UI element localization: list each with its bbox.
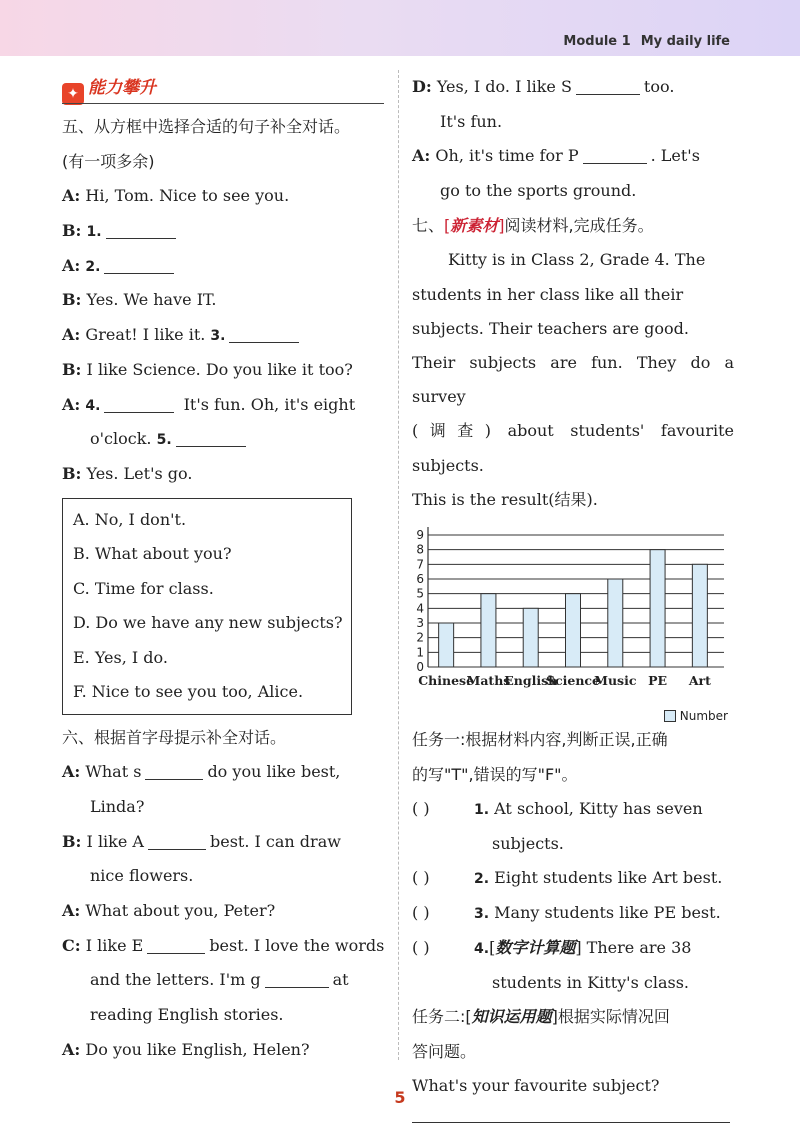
answer-blank-4[interactable]: [104, 395, 174, 413]
section-tag: [62, 70, 390, 110]
y-tick-label: 1: [416, 645, 424, 660]
q6-line-11: It's fun.: [440, 111, 503, 131]
passage-line-2: students in her class like all their: [412, 284, 684, 304]
q6-line-4: nice flowers.: [90, 866, 194, 886]
option-b: B. What about you?: [73, 544, 232, 564]
passage: [412, 243, 734, 517]
y-tick-label: 4: [416, 601, 424, 616]
new-material-tag: 新素材: [450, 215, 499, 235]
task2-question: What's your favourite subject?: [412, 1076, 660, 1096]
answer-line[interactable]: [412, 1122, 730, 1123]
option-c: C. Time for class.: [73, 578, 214, 598]
x-tick-label: Science: [546, 673, 600, 689]
options-box: [62, 498, 352, 715]
option-d: D. Do we have any new subjects?: [73, 613, 343, 633]
q5-line-9: B: Yes. Let's go.: [62, 463, 193, 483]
bar-maths: [481, 594, 496, 667]
blank-e[interactable]: [147, 936, 205, 954]
left-column: [62, 70, 390, 1067]
knowledge-tag: 知识运用题: [471, 1007, 552, 1027]
tf-item-3: ( ) 3. Many students like PE best.: [412, 896, 734, 931]
q6-line-1: A: What s do you like best,: [62, 762, 341, 782]
tf-item-4-cont: students in Kitty's class.: [492, 972, 689, 992]
q7-title: 七、[新素材]阅读材料,完成任务。: [412, 215, 654, 235]
bar-pe: [650, 550, 665, 667]
section-tag-label: 能力攀升: [88, 78, 156, 98]
x-tick-label: Music: [594, 673, 637, 689]
q5-line-2: B: 1.: [62, 214, 390, 249]
y-tick-label: 2: [416, 630, 424, 645]
q6-line-12: A: Oh, it's time for P . Let's: [412, 146, 700, 166]
survey-bar-chart: [412, 523, 734, 723]
q6-line-2: Linda?: [90, 796, 145, 816]
chart-legend: [664, 709, 728, 723]
module-name: My daily life: [640, 34, 730, 49]
q5-title: 五、从方框中选择合适的句子补全对话。: [62, 117, 351, 136]
answer-blank-5[interactable]: [176, 429, 246, 447]
q5-line-8: o'clock. 5.: [62, 422, 390, 457]
bar-science: [566, 594, 581, 667]
right-column: [412, 70, 734, 1123]
blank-g[interactable]: [265, 970, 329, 988]
q6-title: 六、根据首字母提示补全对话。: [62, 727, 287, 747]
q6-line-10: D: Yes, I do. I like S too.: [412, 77, 675, 96]
q5-line-4: B: Yes. We have IT.: [62, 290, 217, 310]
page-number: 5: [394, 1088, 406, 1107]
q6-line-13: go to the sports ground.: [440, 181, 637, 201]
passage-line-5: (调查) about students' favourite subjects.: [412, 421, 734, 475]
bar-music: [608, 579, 623, 667]
blank-s[interactable]: [145, 762, 203, 780]
legend-label: Number: [679, 709, 728, 724]
task1-title: 任务一:根据材料内容,判断正误,正确 的写"T",错误的写"F"。: [412, 730, 668, 784]
section-underline: [62, 103, 384, 104]
y-tick-label: 3: [416, 616, 424, 631]
legend-swatch: [664, 710, 676, 722]
bar-art: [692, 564, 707, 667]
calc-tag: 数字计算题: [495, 937, 576, 957]
q5-line-7: A: 4. It's fun. Oh, it's eight: [62, 394, 356, 414]
y-tick-label: 6: [416, 572, 424, 587]
bar-chinese: [439, 623, 454, 667]
flame-icon: ✦: [62, 83, 84, 105]
q5-line-3: A: 2.: [62, 249, 390, 284]
blank-a[interactable]: [148, 832, 206, 850]
passage-line-4: Their subjects are fun. They do a survey: [412, 353, 734, 407]
tf-item-2: ( ) 2. Eight students like Art best.: [412, 861, 734, 896]
x-tick-label: Chinese: [418, 673, 475, 689]
chart-svg: [412, 523, 734, 723]
blank-p[interactable]: [583, 146, 647, 164]
tf-item-1: ( ) 1. At school, Kitty has seven: [412, 792, 734, 827]
y-tick-label: 8: [416, 542, 424, 557]
x-tick-label: Maths: [466, 673, 511, 689]
q6-line-3: B: I like A best. I can draw: [62, 831, 341, 851]
passage-line-6: This is the result(结果).: [412, 489, 598, 509]
x-tick-label: English: [504, 673, 558, 689]
q6-line-9: A: Do you like English, Helen?: [62, 1039, 310, 1059]
answer-paren-1[interactable]: ( ): [412, 799, 430, 819]
answer-blank-2[interactable]: [104, 256, 174, 274]
q5-line-5: A: Great! I like it. 3.: [62, 318, 390, 353]
task2-title: 任务二:[知识运用题]根据实际情况回 答问题。: [412, 1007, 670, 1061]
y-tick-label: 9: [416, 528, 424, 543]
passage-line-1: Kitty is in Class 2, Grade 4. The: [448, 250, 706, 270]
passage-line-3: subjects. Their teachers are good.: [412, 318, 689, 338]
option-e: E. Yes, I do.: [73, 647, 168, 667]
q5-line-6: B: I like Science. Do you like it too?: [62, 359, 353, 379]
q5-line-1: A: Hi, Tom. Nice to see you.: [62, 186, 290, 206]
module-number: Module 1: [563, 34, 631, 49]
answer-blank-1[interactable]: [106, 221, 176, 239]
y-tick-label: 5: [416, 586, 424, 601]
q6-line-6: C: I like E best. I love the words: [62, 935, 385, 955]
bar-english: [523, 608, 538, 667]
answer-paren-2[interactable]: ( ): [412, 868, 430, 888]
option-a: A. No, I don't.: [73, 509, 187, 529]
q6-line-5: A: What about you, Peter?: [62, 901, 276, 920]
q6-line-8: reading English stories.: [90, 1005, 284, 1025]
column-divider: [398, 70, 399, 1060]
q6-line-7: and the letters. I'm g at: [90, 970, 349, 990]
y-tick-label: 0: [416, 660, 424, 675]
x-tick-label: Art: [688, 673, 711, 689]
answer-blank-3[interactable]: [229, 325, 299, 343]
tf-item-4: ( ) 4.[数字计算题] There are 38: [412, 931, 734, 966]
option-f: F. Nice to see you too, Alice.: [73, 682, 304, 702]
module-title: [563, 34, 730, 49]
y-tick-label: 7: [416, 557, 424, 572]
answer-paren-4[interactable]: ( ): [412, 937, 430, 957]
tf-item-1-cont: subjects.: [492, 833, 564, 853]
blank-s2[interactable]: [576, 77, 640, 95]
x-tick-label: PE: [648, 673, 668, 689]
answer-paren-3[interactable]: ( ): [412, 903, 430, 923]
q5-subtitle: (有一项多余): [62, 151, 155, 171]
